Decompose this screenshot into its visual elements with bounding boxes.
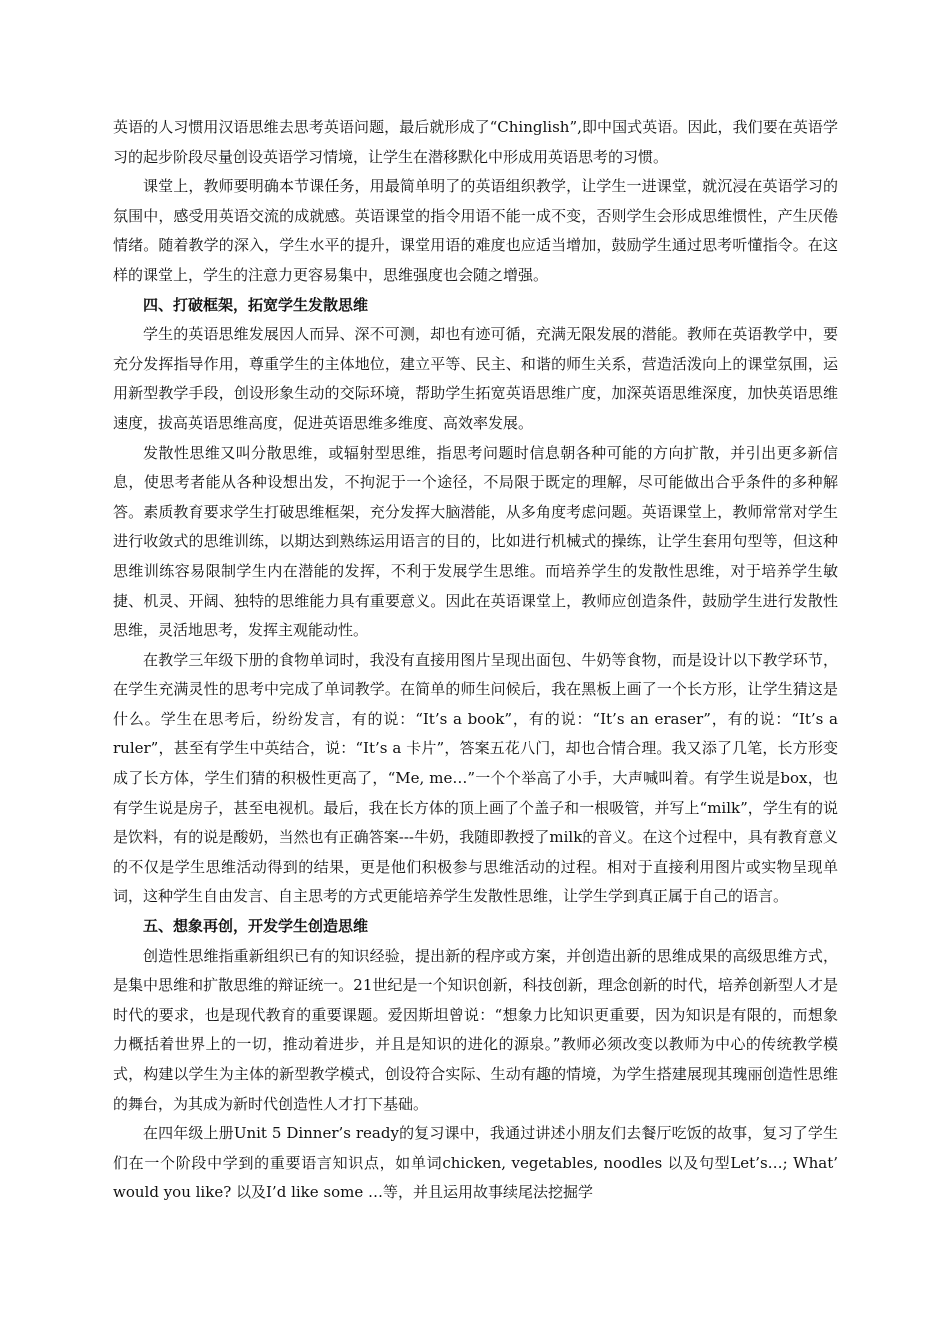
paragraph: 课堂上，教师要明确本节课任务，用最简单明了的英语组织教学，让学生一进课堂，就沉浸在英语学习的氛围中，感受用英语交流的成就感。英语课堂的指令用语不能一成不变，否则学生会形成思维惯性，产生厌倦情绪。随着教学的深入，学生水平的提升，课堂用语的难度也应适当增加，鼓励学生通过思考听懂指令。在这样的课堂上，学生的注意力更容易集中，思维强度也会随之增强。 [113,177,838,284]
paragraph: 发散性思维又叫分散思维，或辐射型思维，指思考问题时信息朝各种可能的方向扩散，并引出更多新信息，使思考者能从各种设想出发，不拘泥于一个途径，不局限于既定的理解，尽可能做出合乎条件的多种解答。素质教育要求学生打破思维框架，充分发挥大脑潜能，从多角度考虑问题。英语课堂上，教师常常对学生进行收敛式的思维训练，以期达到熟练运用语言的目的，比如进行机械式的操练，让学生套用句型等，但这种思维训练容易限制学生内在潜能的发挥，不利于发展学生思维。而培养学生的发散性思维，对于培养学生敏捷、机灵、开阔、独特的思维能力具有重要意义。因此在英语课堂上，教师应创造条件，鼓励学生进行发散性思维，灵活地思考，发挥主观能动性。 [113,443,838,640]
section-heading: 五、想象再创，开发学生创造思维 [143,917,369,936]
paragraph: 学生的英语思维发展因人而异、深不可测，却也有迹可循，充满无限发展的潜能。教师在英语教学中，要充分发挥指导作用，尊重学生的主体地位，建立平等、民主、和谐的师生关系，营造活泼向上的课堂氛围，运用新型教学手段，创设形象生动的交际环境，帮助学生拓宽英语思维广度，加深英语思维深度，加快英语思维速度，拔高英语思维高度，促进英语思维多维度、高效率发展。 [113,325,838,432]
paragraph: 在四年级上册Unit 5 Dinner’s ready的复习课中，我通过讲述小朋友们去餐厅吃饭的故事，复习了学生们在一个阶段中学到的重要语言知识点，如单词chicken, vegetables, noodles 以及句型Let’s…; What’ would you like? 以及I’d like some …等，并且运用故事续尾法挖掘学 [113,1124,838,1202]
paragraph: 英语的人习惯用汉语思维去思考英语问题，最后就形成了“Chinglish”,即中国式英语。因此，我们要在英语学习的起步阶段尽量创设英语学习情境，让学生在潜移默化中形成用英语思考的习惯。 [113,118,838,166]
section-heading: 四、打破框架，拓宽学生发散思维 [143,295,369,314]
paragraph: 在教学三年级下册的食物单词时，我没有直接用图片呈现出面包、牛奶等食物，而是设计以下教学环节，在学生充满灵性的思考中完成了单词教学。在简单的师生问候后，我在黑板上画了一个长方形，让学生猜这是什么。学生在思考后，纷纷发言，有的说：“It’s a book”，有的说：“It’s an eraser”，有的说：“It’s a ruler”，甚至有学生中英结合，说：“It’s a 卡片”，答案五花八门，却也合情合理。我又添了几笔，长方形变成了长方体，学生们猜的积极性更高了，“Me, me…”一个个举高了小手，大声喊叫着。有学生说是box，也有学生说是房子，甚至电视机。最后，我在长方体的顶上画了个盖子和一根吸管，并写上“milk”，学生有的说是饮料，有的说是酸奶，当然也有正确答案---牛奶，我随即教授了milk的音义。在这个过程中，具有教育意义的不仅是学生思维活动得到的结果，更是他们积极参与思维活动的过程。相对于直接利用图片或实物呈现单词，这种学生自由发言、自主思考的方式更能培养学生发散性思维，让学生学到真正属于自己的语言。 [113,650,838,906]
document-page [113,113,838,1208]
paragraph: 创造性思维指重新组织已有的知识经验，提出新的程序或方案，并创造出新的思维成果的高级思维方式，是集中思维和扩散思维的辩证统一。21世纪是一个知识创新，科技创新，理念创新的时代，培养创新型人才是时代的要求，也是现代教育的重要课题。爱因斯坦曾说：“想象力比知识更重要，因为知识是有限的，而想象力概括着世界上的一切，推动着进步，并且是知识的进化的源泉。”教师必须改变以教师为中心的传统教学模式，构建以学生为主体的新型教学模式，创设符合实际、生动有趣的情境，为学生搭建展现其瑰丽创造性思维的舞台，为其成为新时代创造性人才打下基础。 [113,946,838,1113]
